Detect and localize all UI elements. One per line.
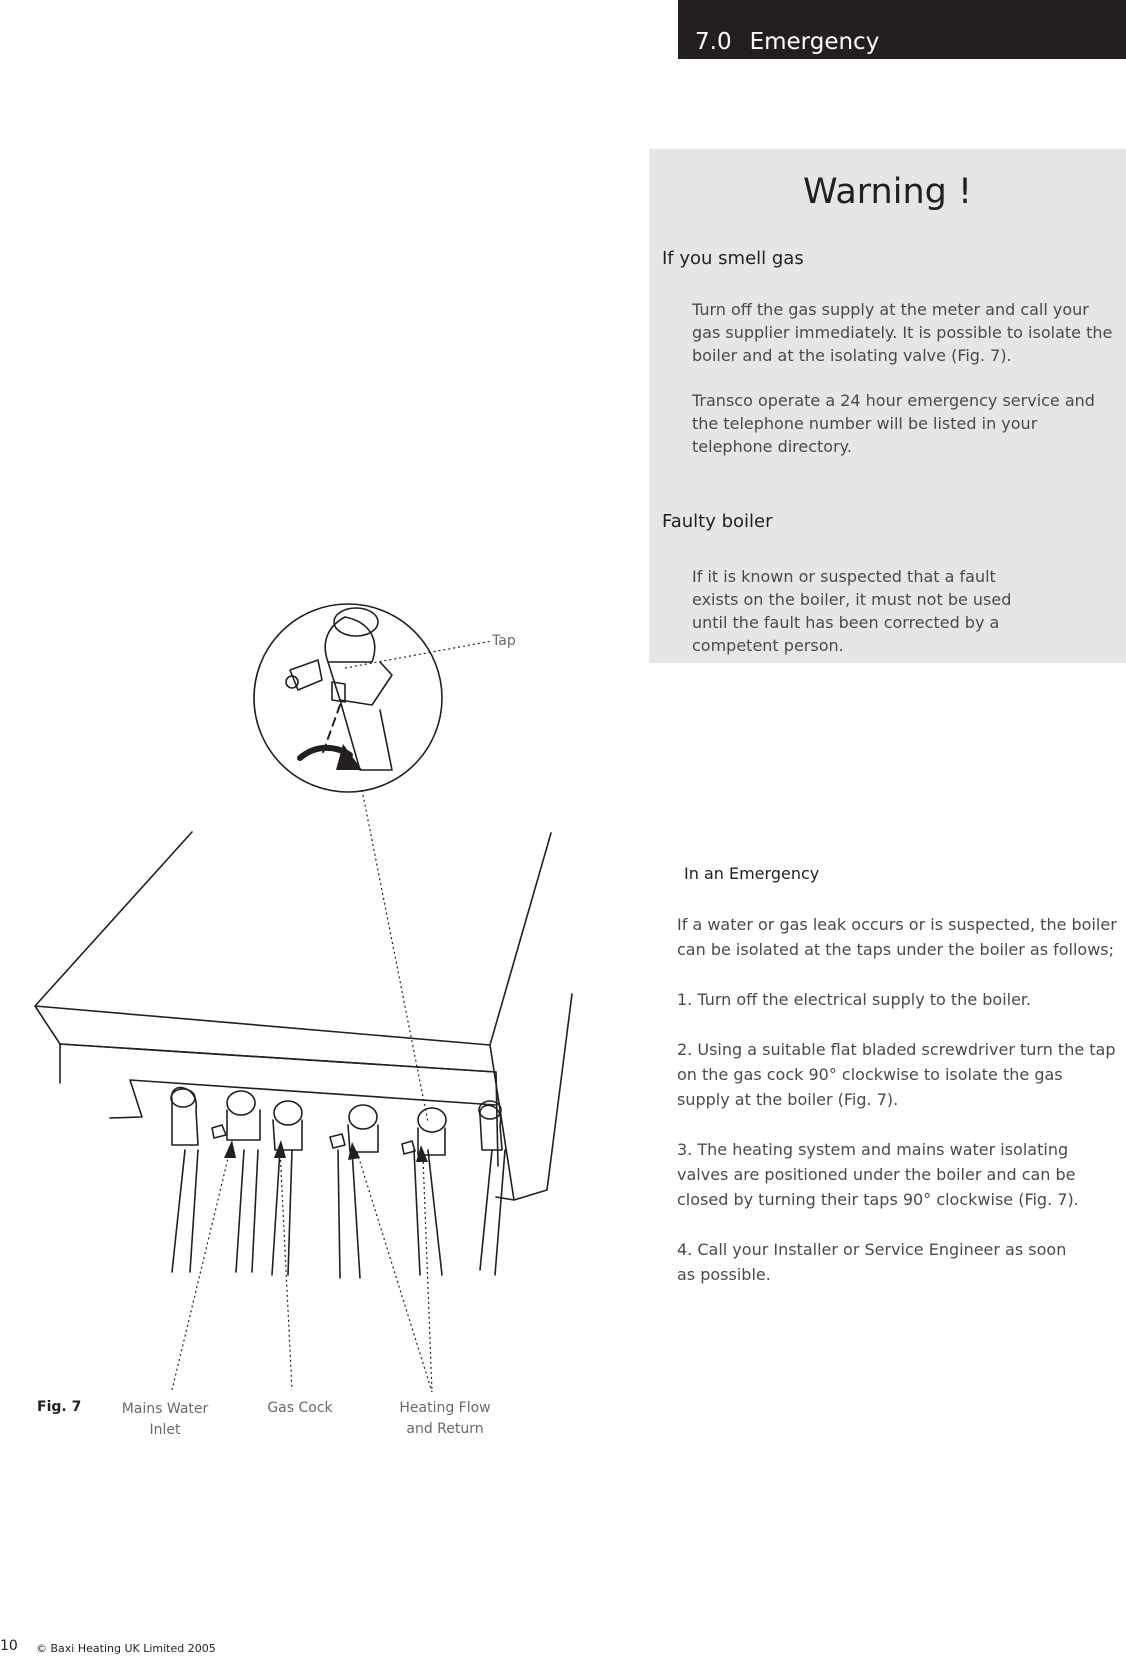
section-title: Emergency [749, 29, 880, 55]
emergency-step-2: 2. Using a suitable flat bladed screwdriver turn the tap on the gas cock 90° clockwise to isolate the gas supply at the boiler (Fig. 7). [677, 1040, 1116, 1109]
tap-label: Tap [492, 633, 516, 649]
warning-title: Warning ! [802, 172, 973, 212]
emergency-step-3: 3. The heating system and mains water isolating valves are positioned under the boiler and can be closed by turning their taps 90° clockwise (Fig. 7). [677, 1140, 1079, 1209]
page-number: 10 [0, 1638, 18, 1654]
tap-closeup [286, 608, 392, 770]
section-number: 7.0 [695, 29, 732, 55]
emergency-intro: If a water or gas leak occurs or is suspected, the boiler can be isolated at the taps under the boiler as follows; [677, 915, 1117, 959]
emergency-heading: In an Emergency [684, 864, 820, 883]
smell-gas-paragraph-2: Transco operate a 24 hour emergency service and the telephone number will be listed in your telephone directory. [692, 391, 1095, 456]
smell-gas-paragraph-1: Turn off the gas supply at the meter and call your gas supplier immediately. It is possible to isolate the boiler and at the isolating valve (Fig. 7). [692, 300, 1113, 365]
figure-label: Fig. 7 [37, 1399, 82, 1415]
mains-water-inlet-label: Mains Water Inlet [121, 1401, 209, 1438]
faulty-boiler-heading: Faulty boiler [662, 511, 773, 532]
leader-lines [172, 641, 492, 1392]
copyright-notice: © Baxi Heating UK Limited 2005 [36, 1642, 216, 1655]
pipes [172, 1150, 505, 1278]
valves [171, 1088, 502, 1155]
gas-cock-label: Gas Cock [267, 1400, 333, 1416]
callout-arrowheads [224, 1140, 428, 1162]
smell-gas-heading: If you smell gas [662, 248, 804, 269]
emergency-step-4: 4. Call your Installer or Service Engineer as soon as possible. [677, 1240, 1067, 1284]
boiler-casing [35, 832, 572, 1200]
emergency-step-1: 1. Turn off the electrical supply to the boiler. [677, 990, 1032, 1009]
heating-flow-return-label: Heating Flow and Return [399, 1400, 491, 1437]
faulty-boiler-paragraph: If it is known or suspected that a fault exists on the boiler, it must not be used until the fault has been corrected by a competent person. [692, 567, 1012, 655]
